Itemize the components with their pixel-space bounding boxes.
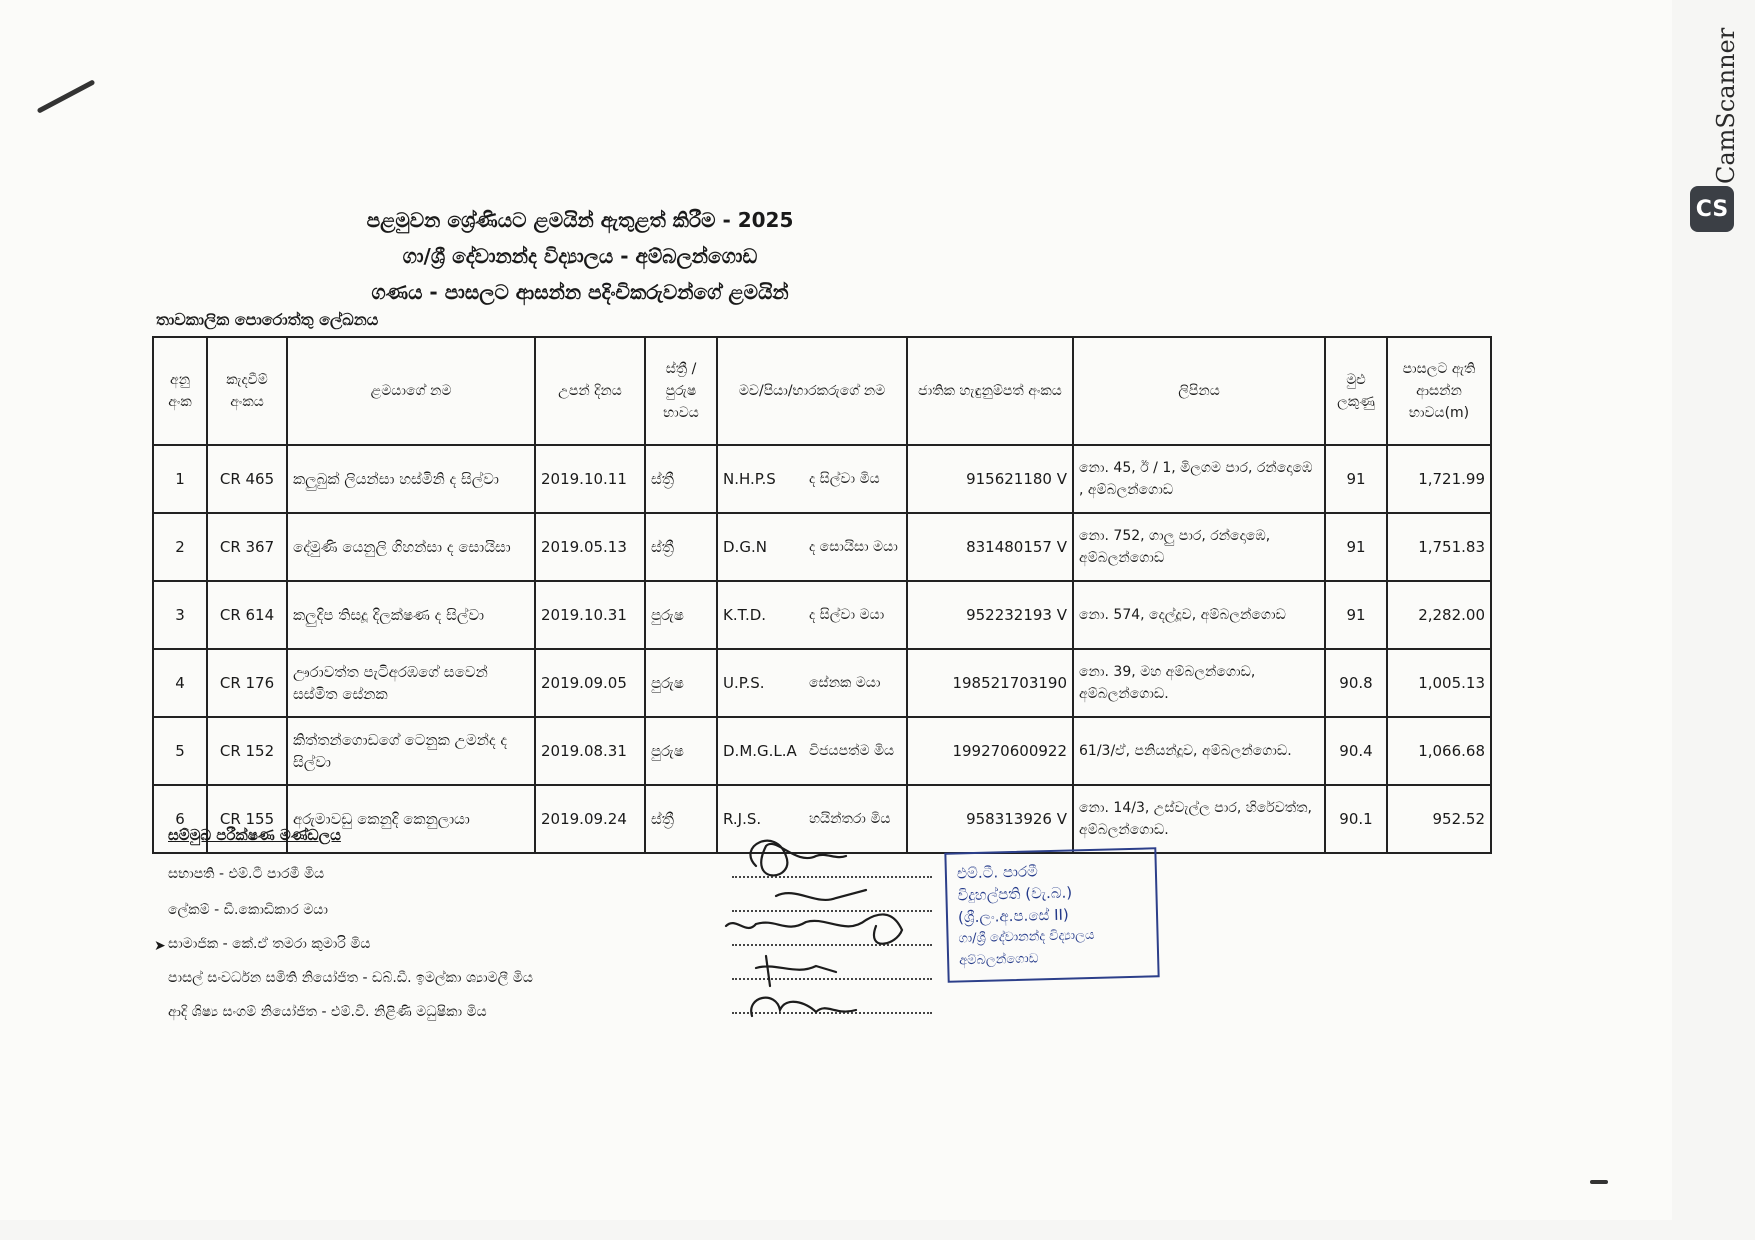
cell-address: නො. 574, දෙල්දූව, අම්බලන්ගොඩ	[1073, 581, 1325, 649]
stamp-town: අම්බලන්ගොඩ	[958, 951, 1039, 969]
table-row	[153, 649, 1491, 717]
table-row	[153, 445, 1491, 513]
cell-code: CR 465	[207, 445, 287, 513]
cell-distance: 1,066.68	[1387, 717, 1491, 785]
cell-distance: 1,005.13	[1387, 649, 1491, 717]
cell-dob: 2019.05.13	[535, 513, 645, 581]
signature-member	[726, 914, 902, 943]
cell-name: කලුදිප තිසදූ දිලක්ෂණ ද සිල්වා	[287, 581, 535, 649]
cell-distance: 2,282.00	[1387, 581, 1491, 649]
parent-name: හයින්තරා මිය	[809, 811, 891, 827]
cell-no: 6	[153, 785, 207, 853]
parent-name: ද සොයිසා මයා	[809, 539, 898, 555]
cell-parent	[717, 445, 907, 513]
col-header: ජාතික හැඳුනුම්පත් අංකය	[907, 337, 1073, 445]
cell-nic: 831480157 V	[907, 513, 1073, 581]
panel-member: පාසල් සංවර්ධන සමිති නියෝජිත - ඩබ්.ඩී. ඉමල්කා ශ්‍යාමලී මිය	[168, 970, 533, 986]
cell-name: කලුබුක් ලියන්සා හස්මිනි ද සිල්වා	[287, 445, 535, 513]
camscanner-watermark: CamScanner	[1712, 27, 1740, 184]
cell-address: නො. 14/3, උස්වැල්ල පාර, හිරේවත්ත, අම්බලන්ගොඩ.	[1073, 785, 1325, 853]
cell-nic: 952232193 V	[907, 581, 1073, 649]
header-title: පළමුවන ශ්‍රේණියට ළමයින් ඇතුළත් කිරීම - 2025	[366, 208, 794, 232]
cell-gender: පුරුෂ	[645, 717, 717, 785]
stamp-name: එම්.ටී. පාරමී	[956, 862, 1039, 883]
header-school: ගා/ශ්‍රී දේවානන්ද විද්‍යාලය - අම්බලන්ගොඩ	[402, 244, 758, 268]
parent-initials: D.G.N	[723, 538, 767, 556]
cell-no: 5	[153, 717, 207, 785]
col-header: ළමයාගේ නම	[287, 337, 535, 445]
cell-gender: පුරුෂ	[645, 649, 717, 717]
signature-chairperson	[750, 841, 846, 876]
cell-address: නො. 45, ඊ / 1, මිලගම පාර, රන්දොඹෙ , අම්බලන්ගොඩ	[1073, 445, 1325, 513]
cell-marks: 91	[1325, 581, 1387, 649]
cell-no: 2	[153, 513, 207, 581]
cell-gender: පුරුෂ	[645, 581, 717, 649]
signature-alumni-representative	[751, 998, 856, 1016]
handwritten-signatures	[716, 826, 936, 1026]
waiting-list-table	[152, 336, 1492, 854]
parent-initials: K.T.D.	[723, 606, 767, 624]
header-category: ගණය - පාසලට ආසන්න පදිංචිකරුවන්ගේ ළමයින්	[371, 280, 789, 304]
cell-distance: 1,751.83	[1387, 513, 1491, 581]
parent-name: සේනක මයා	[809, 675, 881, 691]
cell-nic: 915621180 V	[907, 445, 1073, 513]
cell-nic: 958313926 V	[907, 785, 1073, 853]
cell-marks: 90.4	[1325, 717, 1387, 785]
col-header: උපන් දිනය	[535, 337, 645, 445]
cell-dob: 2019.08.31	[535, 717, 645, 785]
cell-code: CR 367	[207, 513, 287, 581]
col-header: මව/පියා/භාරකරුගේ නම	[717, 337, 907, 445]
principal-stamp	[944, 847, 1159, 983]
cell-dob: 2019.10.31	[535, 581, 645, 649]
parent-initials: U.P.S.	[723, 674, 765, 692]
panel-member: සාමාජික - කේ.ඒ තමරා කුමාරි මිය	[168, 936, 371, 952]
cell-name: අරුමාවඩු කෙනුදි කෙනුලායා	[287, 785, 535, 853]
cell-parent	[717, 581, 907, 649]
panel-member: සභාපති - එම්.ටී පාරමී මිය	[168, 866, 325, 882]
arrow-marker-icon: ➤	[154, 938, 166, 954]
parent-name: ද සිල්වා මයා	[809, 607, 885, 623]
table-row	[153, 513, 1491, 581]
cell-code: CR 152	[207, 717, 287, 785]
col-header: මුළු ලකුණු	[1325, 337, 1387, 445]
cell-gender: ස්ත්‍රී	[645, 513, 717, 581]
cell-no: 1	[153, 445, 207, 513]
parent-name: ද සිල්වා මිය	[809, 471, 880, 487]
cell-marks: 90.8	[1325, 649, 1387, 717]
cell-nic: 198521703190	[907, 649, 1073, 717]
cell-address: 61/3/ඒ, පනියන්දූව, අම්බලන්ගොඩ.	[1073, 717, 1325, 785]
stamp-title: විදුහල්පති (වැ.බ.)	[957, 883, 1073, 905]
stamp-school: ගා/ශ්‍රී දේවානන්ද විද්‍යාලය	[958, 927, 1095, 947]
table-row	[153, 717, 1491, 785]
cell-name: කිත්තන්ගොඩගේ ටෙනුක උමන්ද ද සිල්වා	[287, 717, 535, 785]
document-header	[300, 202, 860, 310]
panel-member: ලේකම් - ඩී.කොඩිකාර මයා	[168, 902, 328, 918]
cell-code: CR 614	[207, 581, 287, 649]
cell-dob: 2019.10.11	[535, 445, 645, 513]
cell-distance: 1,721.99	[1387, 445, 1491, 513]
col-header: අනු අංක	[153, 337, 207, 445]
cell-parent	[717, 717, 907, 785]
cell-name: ඌරාවත්ත පැටිඅරඹගේ සවෙන් සස්මිත සේනක	[287, 649, 535, 717]
table-row	[153, 581, 1491, 649]
cell-address: නො. 39, මහ අම්බලන්ගොඩ, අම්බලන්ගොඩ.	[1073, 649, 1325, 717]
parent-name: විජයපත්ම මිය	[809, 743, 895, 759]
panel-heading: සම්මුඛ පරීක්ෂණ මණ්ඩලය	[168, 826, 341, 844]
cell-marks: 90.1	[1325, 785, 1387, 853]
cell-address: නො. 752, ගාලු පාර, රන්දොඹෙ, අම්බලන්ගොඩ	[1073, 513, 1325, 581]
cell-no: 4	[153, 649, 207, 717]
scan-speck	[1590, 1180, 1608, 1184]
cell-nic: 199270600922	[907, 717, 1073, 785]
cell-dob: 2019.09.05	[535, 649, 645, 717]
cell-dob: 2019.09.24	[535, 785, 645, 853]
parent-initials: D.M.G.L.A	[723, 742, 797, 760]
cell-gender: ස්ත්‍රී	[645, 445, 717, 513]
signature-sdc-representative	[756, 956, 836, 986]
list-subtitle: තාවකාලික පොරොත්තු ලේඛනය	[156, 310, 379, 329]
cell-no: 3	[153, 581, 207, 649]
parent-initials: N.H.P.S	[723, 470, 776, 488]
cell-marks: 91	[1325, 513, 1387, 581]
cell-marks: 91	[1325, 445, 1387, 513]
col-header: ලිපිනය	[1073, 337, 1325, 445]
signature-secretary	[776, 890, 866, 900]
stamp-grade: (ශ්‍රී.ලං.අ.ප.සේ II)	[957, 905, 1070, 927]
table-header-row	[153, 337, 1491, 445]
cell-code: CR 176	[207, 649, 287, 717]
cell-parent	[717, 513, 907, 581]
cell-distance: 952.52	[1387, 785, 1491, 853]
parent-initials: R.J.S.	[723, 810, 762, 828]
cell-code: CR 155	[207, 785, 287, 853]
cell-name: දේමුණි යෙනුලි ගිහන්සා ද සොයිසා	[287, 513, 535, 581]
cell-parent	[717, 649, 907, 717]
camscanner-logo-icon: CS	[1690, 186, 1734, 232]
col-header: කැදවීම් අංකය	[207, 337, 287, 445]
cell-gender: ස්ත්‍රී	[645, 785, 717, 853]
panel-member: ආදි ශිෂ්‍ය සංගම් නියෝජිත - එම්.වී. නිළිණි මධුෂිකා මිය	[168, 1004, 487, 1020]
col-header: ස්ත්‍රී / පුරුෂ භාවය	[645, 337, 717, 445]
col-header: පාසලට ඇති ආසන්න භාවය(m)	[1387, 337, 1491, 445]
